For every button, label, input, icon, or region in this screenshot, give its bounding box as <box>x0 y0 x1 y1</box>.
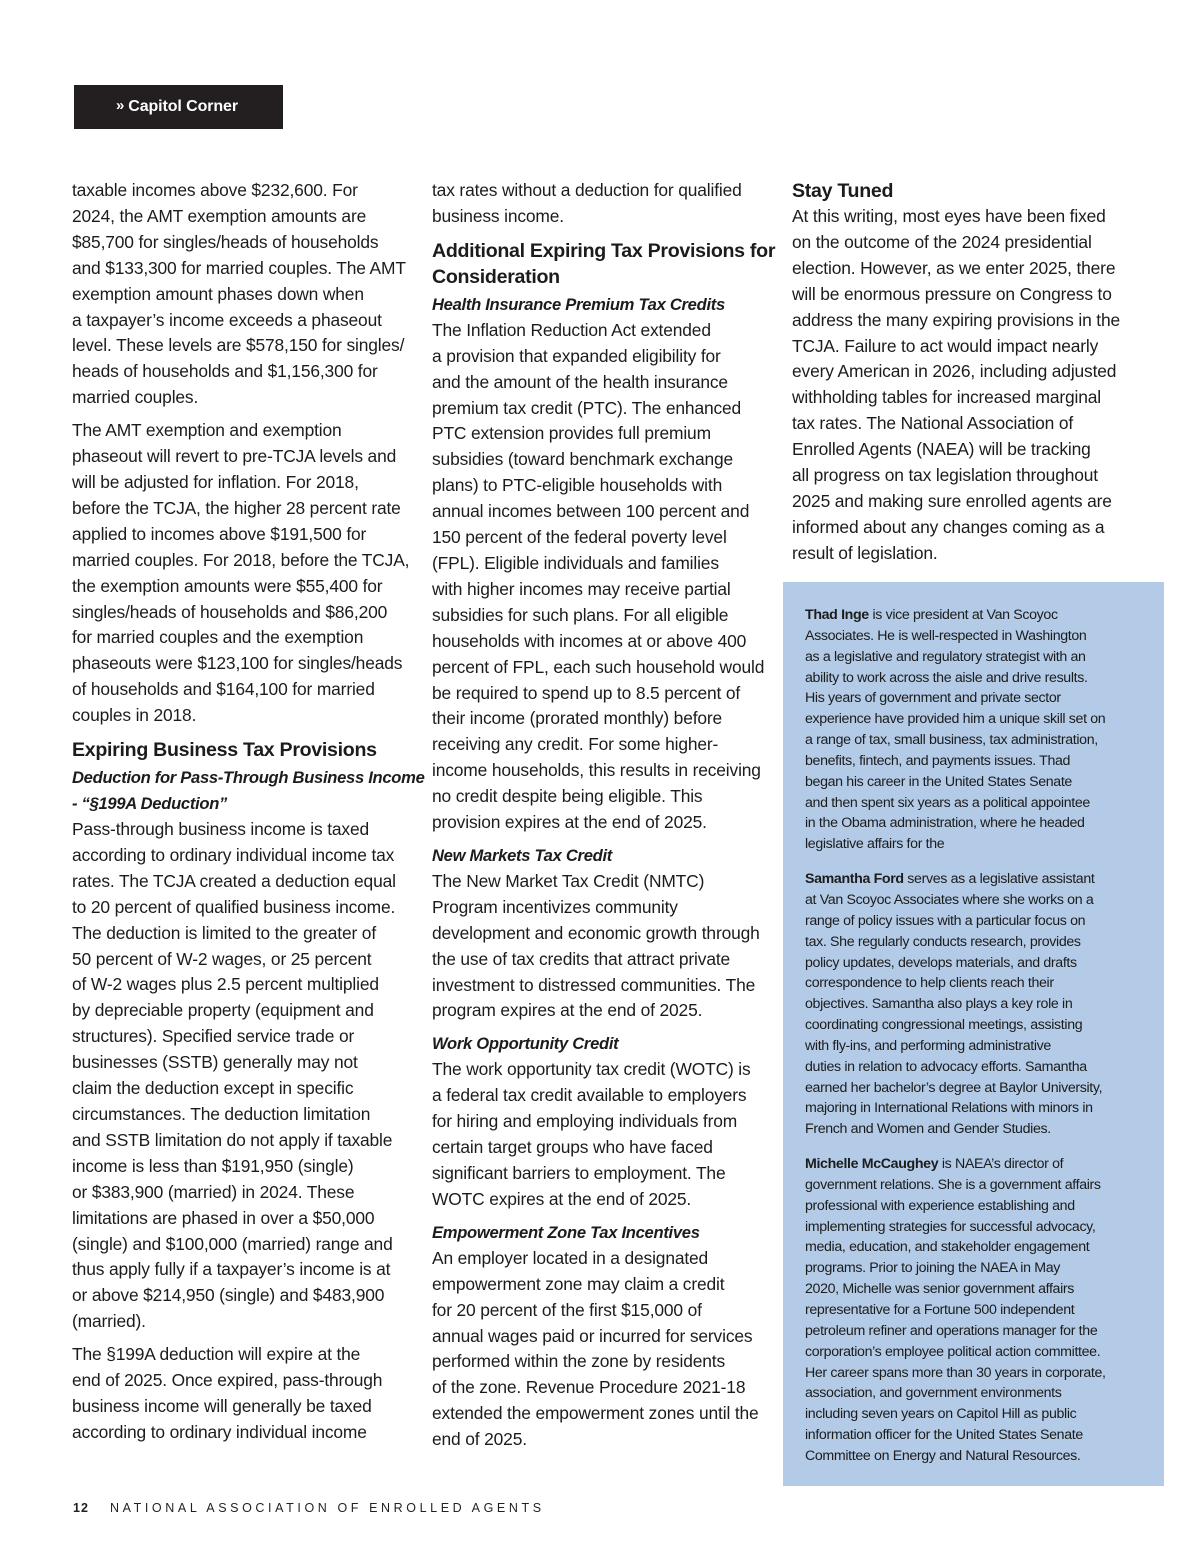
text-line: majoring in International Relations with minors in <box>805 1100 1093 1117</box>
text-line: subsidies for such plans. For all eligible <box>432 604 729 625</box>
text-line: The New Market Tax Credit (NMTC) <box>432 870 705 891</box>
text-line: His years of government and private sector <box>805 690 1061 707</box>
text-line: according to ordinary individual income <box>72 1421 367 1442</box>
text-line: of households and $164,100 for married <box>72 679 375 700</box>
text-line: households with incomes at or above 400 <box>432 630 747 651</box>
text-line: as a legislative and regulatory strategist with an <box>805 648 1086 665</box>
text-line: structures). Specified service trade or <box>72 1026 355 1047</box>
bio-text <box>805 626 1154 855</box>
text-line: Enrolled Agents (NAEA) will be tracking <box>792 439 1091 460</box>
text-line: rates. The TCJA created a deduction equal <box>72 870 396 891</box>
text-line: (single) and $100,000 (married) range and <box>72 1233 393 1254</box>
author-bio <box>805 869 1154 1140</box>
text-line: Consideration <box>432 265 560 288</box>
text-line: circumstances. The deduction limitation <box>72 1104 371 1124</box>
author-bio <box>805 1154 1154 1467</box>
text-line: 2024, the AMT exemption amounts are <box>72 205 367 226</box>
text-line: will be adjusted for inflation. For 2018, <box>72 471 359 492</box>
text-line: in the Obama administration, where he headed <box>805 815 1085 832</box>
text-line: programs. Prior to joining the NAEA in May <box>805 1260 1060 1277</box>
text-line: ability to work across the aisle and drive results. <box>805 669 1088 686</box>
text-line: development and economic growth through <box>432 922 760 943</box>
text-line: election. However, as we enter 2025, there <box>792 257 1116 278</box>
page-footer <box>73 1501 545 1515</box>
paragraph <box>72 817 417 1335</box>
text-line: TCJA. Failure to act would impact nearly <box>792 335 1099 356</box>
text-line: benefits, fintech, and payments issues. Thad <box>805 752 1071 769</box>
column-1 <box>72 178 425 1453</box>
text-line: - “§199A Deduction” <box>72 794 228 814</box>
text-line: and then spent six years as a political appointee <box>805 794 1090 811</box>
text-line: taxable incomes above $232,600. For <box>72 180 358 200</box>
text-line: began his career in the United States Senate <box>805 773 1072 790</box>
text-line: no credit despite being eligible. This <box>432 786 703 807</box>
paragraph <box>792 204 1137 567</box>
text-line: $85,700 for singles/heads of households <box>72 231 379 252</box>
text-line: At this writing, most eyes have been fixed <box>792 206 1106 226</box>
text-line: informed about any changes coming as a <box>792 516 1105 537</box>
text-line: representative for a Fortune 500 independent <box>805 1302 1075 1318</box>
text-line: singles/heads of households and $86,200 <box>72 601 388 622</box>
text-line: before the TCJA, the higher 28 percent rate <box>72 497 401 518</box>
paragraph <box>432 178 777 230</box>
text-line: by depreciable property (equipment and <box>72 1000 374 1021</box>
text-line: on the outcome of the 2024 presidential <box>792 231 1092 252</box>
text-line: the use of tax credits that attract private <box>432 948 731 969</box>
text-line: all progress on tax legislation throughout <box>792 465 1098 486</box>
text-line: and $133,300 for married couples. The AMT <box>72 257 406 278</box>
text-line: married couples. For 2018, before the TCJA, <box>72 549 410 570</box>
text-line: earned her bachelor’s degree at Baylor University, <box>805 1079 1103 1096</box>
author-name: Samantha Ford <box>805 871 904 888</box>
text-line: a taxpayer’s income exceeds a phaseout <box>72 309 382 330</box>
text-line: coordinating congressional meetings, assisting <box>805 1017 1083 1034</box>
text-line: result of legislation. <box>792 542 938 563</box>
text-line: implementing strategies for successful advocacy, <box>805 1218 1096 1235</box>
text-line: including seven years on Capitol Hill as public <box>805 1406 1077 1423</box>
text-line: media, education, and stakeholder engagement <box>805 1239 1090 1256</box>
text-line: performed within the zone by residents <box>432 1351 725 1372</box>
text-line: phaseouts were $123,100 for singles/heads <box>72 653 403 674</box>
subheading-199a <box>72 765 425 817</box>
subheading-wotc: Work Opportunity Credit <box>432 1034 619 1054</box>
text-line: receiving any credit. For some higher- <box>432 734 719 755</box>
text-line: policy updates, develops materials, and drafts <box>805 954 1077 971</box>
text-line: at Van Scoyoc Associates where she works on a <box>805 891 1094 908</box>
text-line: annual incomes between 100 percent and <box>432 501 750 522</box>
text-line: their income (prorated monthly) before <box>432 708 723 729</box>
text-line: with fly-ins, and performing administrative <box>805 1037 1051 1054</box>
text-line: subsidies (toward benchmark exchange <box>432 449 734 470</box>
text-line: a range of tax, small business, tax administration, <box>805 732 1098 749</box>
text-line: provision expires at the end of 2025. <box>432 812 707 833</box>
text-line: annual wages paid or incurred for services <box>432 1325 753 1346</box>
paragraph <box>432 1246 777 1453</box>
text-line: 50 percent of W-2 wages, or 25 percent <box>72 948 372 969</box>
text-line: of the zone. Revenue Procedure 2021-18 <box>432 1377 746 1398</box>
text-line: applied to incomes above $191,500 for <box>72 523 367 544</box>
text-line: tax rates without a deduction for qualified <box>432 180 742 200</box>
text-line: certain target groups who have faced <box>432 1137 713 1158</box>
text-line: withholding tables for increased marginal <box>792 387 1101 408</box>
text-line: Program incentivizes community <box>432 896 678 917</box>
text-line: An employer located in a designated <box>432 1247 709 1268</box>
text-line: the exemption amounts were $55,400 for <box>72 575 383 596</box>
heading-stay-tuned: Stay Tuned <box>792 180 894 202</box>
text-line: tax. She regularly conducts research, provides <box>805 933 1081 950</box>
text-line: a provision that expanded eligibility for <box>432 345 721 366</box>
text-line: premium tax credit (PTC). The enhanced <box>432 397 742 418</box>
text-line: or $383,900 (married) in 2024. These <box>72 1181 355 1202</box>
bio-text <box>805 890 1154 1140</box>
text-line: 2025 and making sure enrolled agents are <box>792 490 1112 511</box>
text-line: level. These levels are $578,150 for singles/ <box>72 335 405 356</box>
text-line: couples in 2018. <box>72 705 197 726</box>
text-line: empowerment zone may claim a credit <box>432 1273 725 1294</box>
paragraph <box>72 1342 417 1446</box>
text-line: for hiring and employing individuals from <box>432 1111 738 1132</box>
subheading-empowerment-zone: Empowerment Zone Tax Incentives <box>432 1222 700 1242</box>
subheading-health-insurance: Health Insurance Premium Tax Credits <box>432 294 725 314</box>
text-line: Her career spans more than 30 years in corporate, <box>805 1364 1106 1381</box>
text-line: 150 percent of the federal poverty level <box>432 527 727 548</box>
text-line: experience have provided him a unique skill set on <box>805 711 1106 728</box>
text-line: (married). <box>72 1311 146 1332</box>
text-line: every American in 2026, including adjusted <box>792 361 1117 382</box>
bio-first-line: Thad Inge is vice president at Van Scoyoc <box>805 607 1058 623</box>
heading-business-provisions: Expiring Business Tax Provisions <box>72 739 377 762</box>
text-line: correspondence to help clients reach their <box>805 975 1054 992</box>
text-line: The deduction is limited to the greater of <box>72 922 377 943</box>
text-line: business income. <box>432 205 564 226</box>
text-line: Pass-through business income is taxed <box>72 819 370 840</box>
text-line: information officer for the United States Senate <box>805 1427 1083 1444</box>
text-line: The work opportunity tax credit (WOTC) is <box>432 1059 751 1080</box>
text-line: claim the deduction except in specific <box>72 1078 354 1099</box>
text-line: heads of households and $1,156,300 for <box>72 361 378 382</box>
text-line: and the amount of the health insurance <box>432 371 728 392</box>
page-number: 12 <box>73 1501 89 1515</box>
text-line: plans) to PTC-eligible households with <box>432 475 723 496</box>
section-title: Capitol Corner <box>128 98 238 115</box>
text-line: The Inflation Reduction Act extended <box>432 319 711 340</box>
text-line: will be enormous pressure on Congress to <box>792 283 1112 304</box>
text-line: Additional Expiring Tax Provisions for <box>432 239 776 262</box>
subheading-nmtc: New Markets Tax Credit <box>432 845 612 865</box>
paragraph <box>72 418 417 729</box>
text-line: thus apply fully if a taxpayer’s income is at <box>72 1259 391 1280</box>
text-line: and SSTB limitation do not apply if taxable <box>72 1129 393 1150</box>
paragraph <box>432 318 777 836</box>
section-tag <box>74 85 283 129</box>
text-line: end of 2025. Once expired, pass-through <box>72 1370 383 1391</box>
text-line: with higher incomes may receive partial <box>432 578 731 599</box>
text-line: limitations are phased in over a $50,000 <box>72 1207 375 1228</box>
text-line: Committee on Energy and Natural Resources. <box>805 1447 1081 1464</box>
text-line: PTC extension provides full premium <box>432 423 711 444</box>
bio-first-line: Samantha Ford serves as a legislative assistant <box>805 871 1095 888</box>
text-line: or above $214,950 (single) and $483,900 <box>72 1285 385 1306</box>
text-line: income is less than $191,950 (single) <box>72 1155 354 1176</box>
text-line: phaseout will revert to pre-TCJA levels and <box>72 446 397 467</box>
text-line: professional with experience establishing and <box>805 1197 1075 1214</box>
publication-name: NATIONAL ASSOCIATION OF ENROLLED AGENTS <box>109 1501 545 1515</box>
text-line: corporation’s employee political action committee. <box>805 1343 1101 1360</box>
author-bio <box>805 605 1154 855</box>
bio-text <box>805 1175 1154 1467</box>
author-name: Michelle McCaughey <box>805 1156 939 1173</box>
text-line: end of 2025. <box>432 1429 527 1450</box>
text-line: French and Women and Gender Studies. <box>805 1121 1051 1138</box>
text-line: of W-2 wages plus 2.5 percent multiplied <box>72 974 379 995</box>
column-2 <box>432 178 777 1460</box>
text-line: married couples. <box>72 387 199 408</box>
text-line: investment to distressed communities. The <box>432 974 756 995</box>
paragraph <box>432 869 777 1024</box>
text-line: The §199A deduction will expire at the <box>72 1344 361 1365</box>
text-line: to 20 percent of qualified business income. <box>72 896 396 917</box>
author-name: Thad Inge <box>805 607 869 623</box>
paragraph <box>72 178 417 411</box>
text-line: 2020, Michelle was senior government affairs <box>805 1281 1075 1298</box>
text-line: legislative affairs for the <box>805 836 945 853</box>
text-line: objectives. Samantha also plays a key role in <box>805 996 1073 1013</box>
text-line: The AMT exemption and exemption <box>72 420 342 441</box>
text-line: Associates. He is well-respected in Washington <box>805 627 1087 644</box>
chevron-right-icon: » <box>116 96 125 114</box>
heading-additional-provisions <box>432 238 777 290</box>
text-line: income households, this results in receiving <box>432 760 761 781</box>
text-line: a federal tax credit available to employers <box>432 1085 747 1106</box>
text-line: range of policy issues with a particular focus on <box>805 912 1086 929</box>
text-line: government relations. She is a government affairs <box>805 1176 1101 1193</box>
text-line: duties in relation to advocacy efforts. Samantha <box>805 1058 1087 1075</box>
text-line: business income will generally be taxed <box>72 1395 372 1416</box>
bio-first-line: Michelle McCaughey is NAEA’s director of <box>805 1156 1064 1173</box>
text-line: petroleum refiner and operations manager for the <box>805 1322 1098 1339</box>
text-line: for 20 percent of the first $15,000 of <box>432 1299 702 1320</box>
text-line: (FPL). Eligible individuals and families <box>432 552 719 573</box>
text-line: exemption amount phases down when <box>72 283 364 304</box>
text-line: percent of FPL, each such household would <box>432 656 765 677</box>
text-line: program expires at the end of 2025. <box>432 1000 703 1021</box>
text-line: WOTC expires at the end of 2025. <box>432 1188 692 1209</box>
text-line: association, and government environments <box>805 1385 1062 1402</box>
text-line: be required to spend up to 8.5 percent of <box>432 682 741 703</box>
text-line: tax rates. The National Association of <box>792 413 1074 434</box>
text-line: for married couples and the exemption <box>72 627 364 648</box>
text-line: Deduction for Pass-Through Business Income <box>72 768 425 788</box>
author-bios-box <box>783 582 1164 1486</box>
text-line: extended the empowerment zones until the <box>432 1403 759 1424</box>
text-line: businesses (SSTB) generally may not <box>72 1052 358 1073</box>
text-line: significant barriers to employment. The <box>432 1163 726 1183</box>
text-line: according to ordinary individual income tax <box>72 844 395 865</box>
text-line: address the many expiring provisions in the <box>792 309 1121 330</box>
column-3 <box>792 178 1137 574</box>
paragraph <box>432 1057 777 1212</box>
